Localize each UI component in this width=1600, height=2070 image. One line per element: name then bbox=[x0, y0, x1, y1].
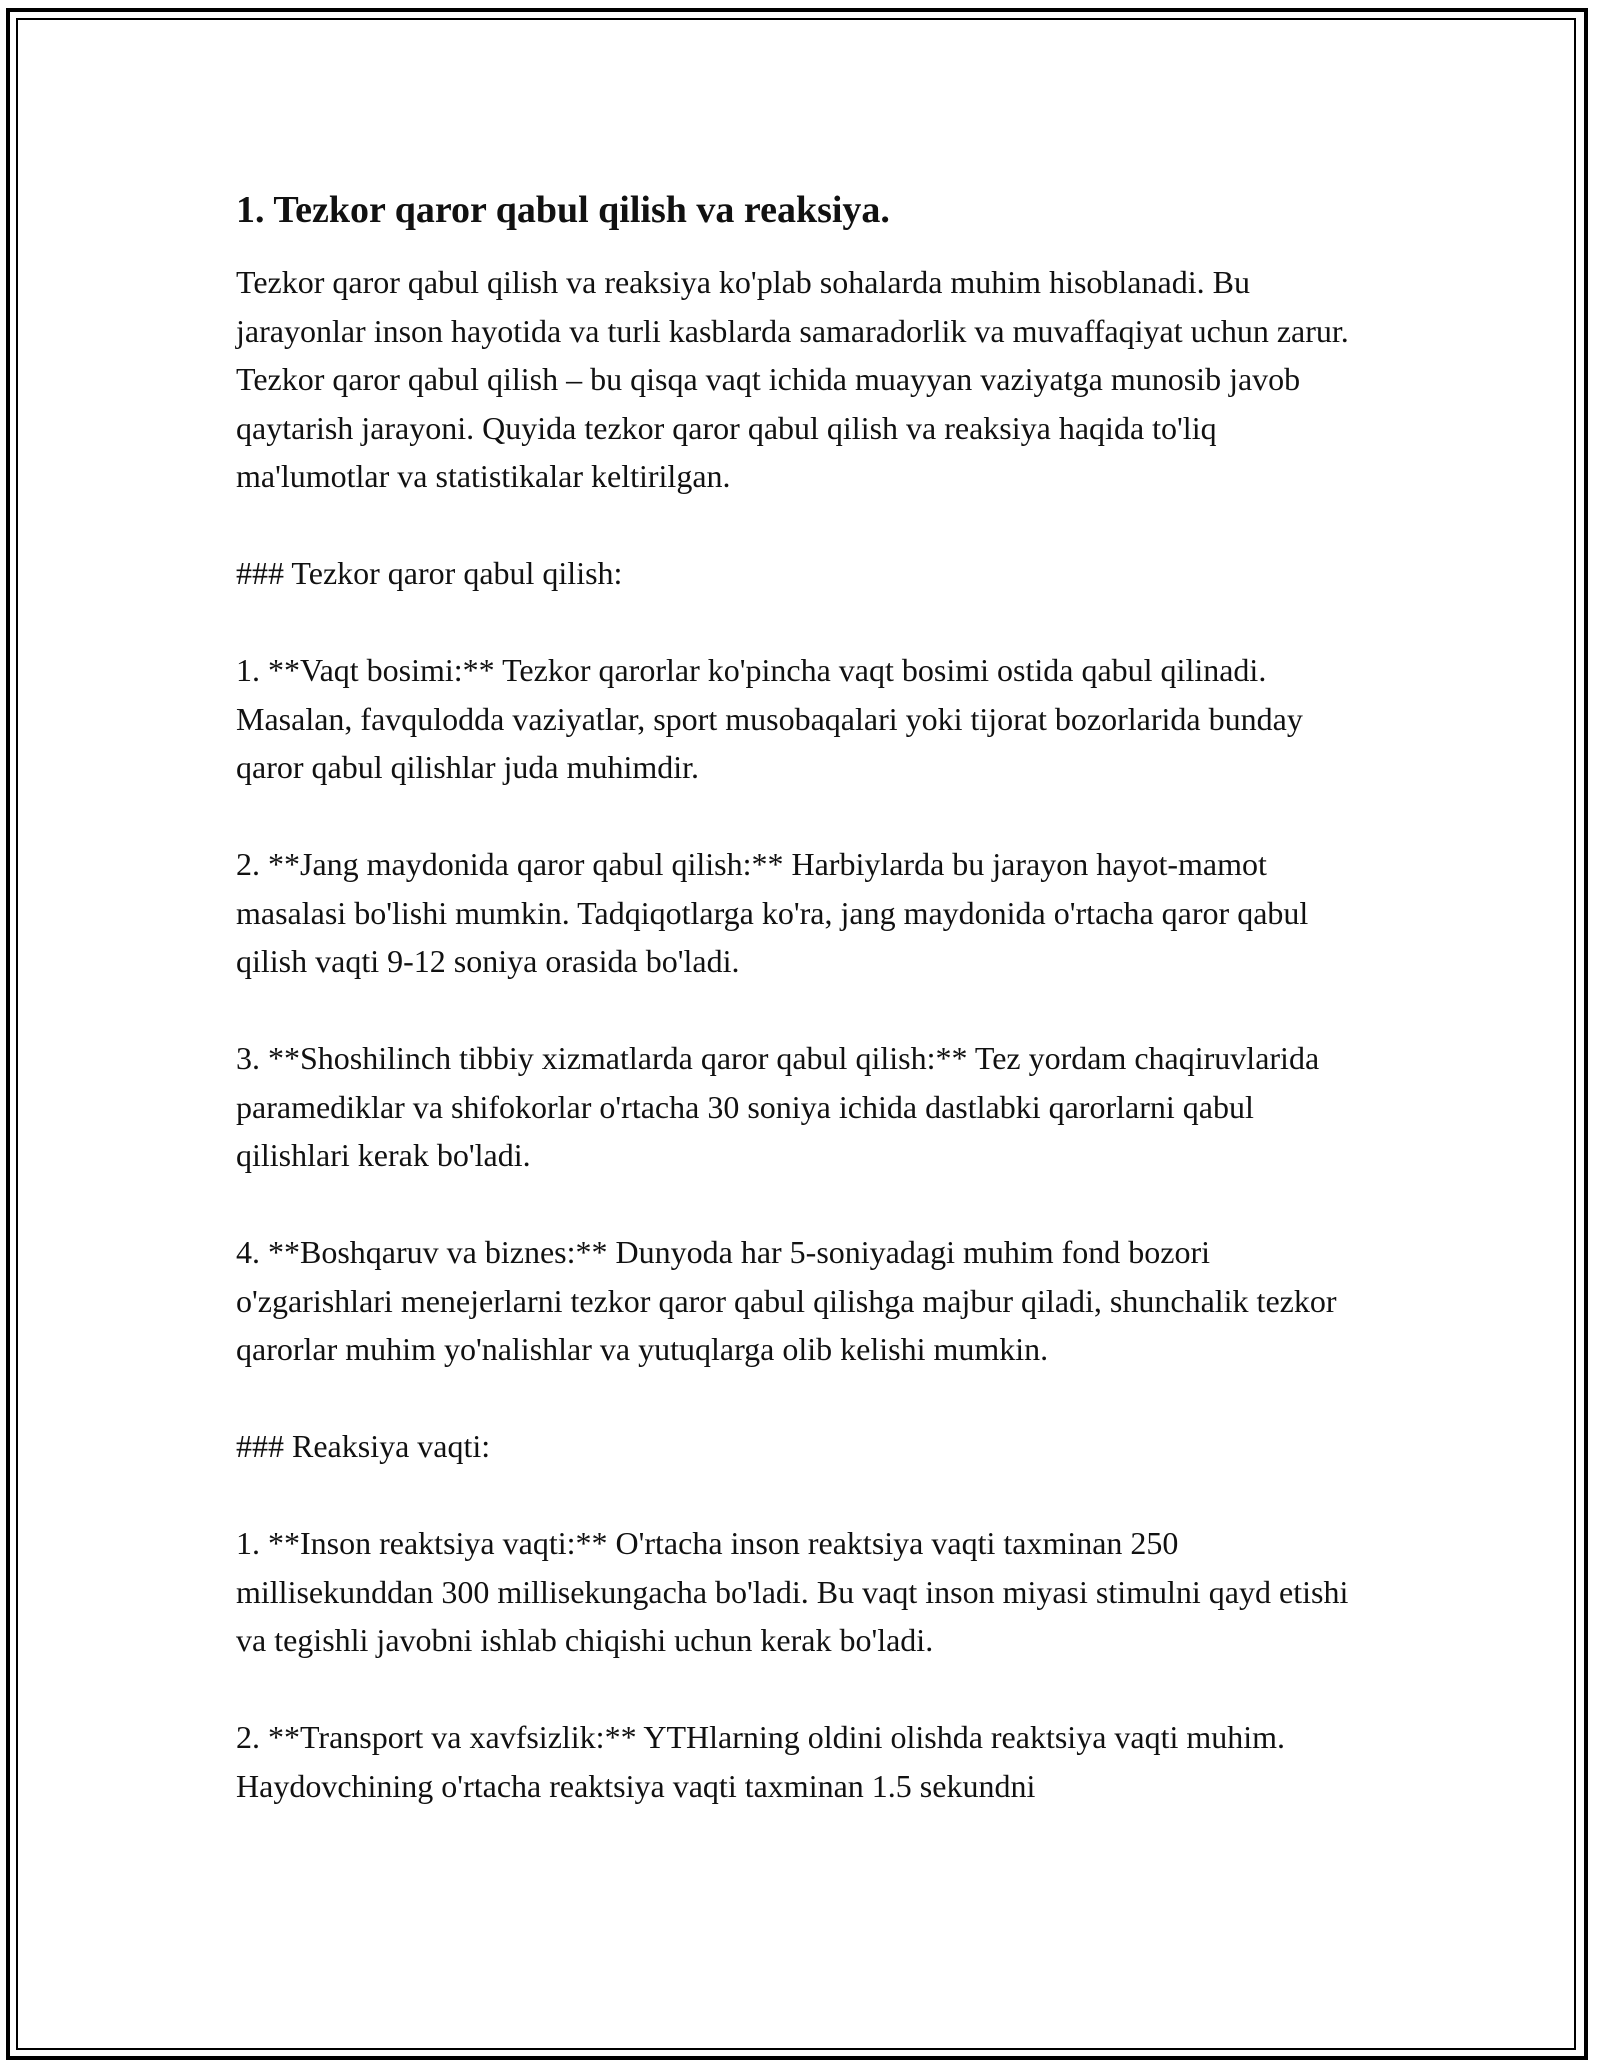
list-item: 1. **Vaqt bosimi:** Tezkor qarorlar ko'pincha vaqt bosimi ostida qabul qilinadi. Masalan, favqulodda vaziyatlar, sport musobaqalari yoki tijorat bozorlarida bunday qaror qabul qilishlar juda muhimdir. bbox=[236, 652, 1303, 785]
document-title: 1. Tezkor qaror qabul qilish va reaksiya. bbox=[236, 189, 890, 231]
section-heading-reaction: ### Reaksiya vaqti: bbox=[236, 1428, 491, 1464]
list-item: 2. **Jang maydonida qaror qabul qilish:** Harbiylarda bu jarayon hayot-mamot masalasi bo'lishi mumkin. Tadqiqotlarga ko'ra, jang maydonida o'rtacha qaror qabul qilish vaqti 9-12 soniya orasida bo'ladi. bbox=[236, 846, 1309, 979]
section-heading-decision: ### Tezkor qaror qabul qilish: bbox=[236, 555, 623, 591]
list-item: 2. **Transport va xavfsizlik:** YTHlarning oldini olishda reaktsiya vaqti muhim. Haydovchining o'rtacha reaktsiya vaqti taxminan 1.5 sekundni bbox=[236, 1719, 1286, 1804]
list-item: 3. **Shoshilinch tibbiy xizmatlarda qaror qabul qilish:** Tez yordam chaqiruvlarida paramediklar va shifokorlar o'rtacha 30 soniya ichida dastlabki qarorlarni qabul qilishlari kerak bo'ladi. bbox=[236, 1040, 1320, 1173]
document-body bbox=[236, 186, 1366, 1810]
list-item: 1. **Inson reaktsiya vaqti:** O'rtacha inson reaktsiya vaqti taxminan 250 millisekunddan 300 millisekungacha bo'ladi. Bu vaqt inson miyasi stimulni qayd etishi va tegishli javobni ishlab chiqishi uchun kerak bo'ladi. bbox=[236, 1525, 1349, 1658]
intro-paragraph: Tezkor qaror qabul qilish va reaksiya ko'plab sohalarda muhim hisoblanadi. Bu jarayonlar inson hayotida va turli kasblarda samaradorlik va muvaffaqiyat uchun zarur. Tezkor qaror qabul qilish – bu qisqa vaqt ichida muayyan vaziyatga munosib javob qaytarish jarayoni. Quyida tezkor qaror qabul qilish va reaksiya haqida to'liq ma'lumotlar va statistikalar keltirilgan. bbox=[236, 264, 1349, 494]
list-item: 4. **Boshqaruv va biznes:** Dunyoda har 5-soniyadagi muhim fond bozori o'zgarishlari menejerlarni tezkor qaror qabul qilishga majbur qiladi, shunchalik tezkor qarorlar muhim yo'nalishlar va yutuqlarga olib kelishi mumkin. bbox=[236, 1234, 1337, 1367]
